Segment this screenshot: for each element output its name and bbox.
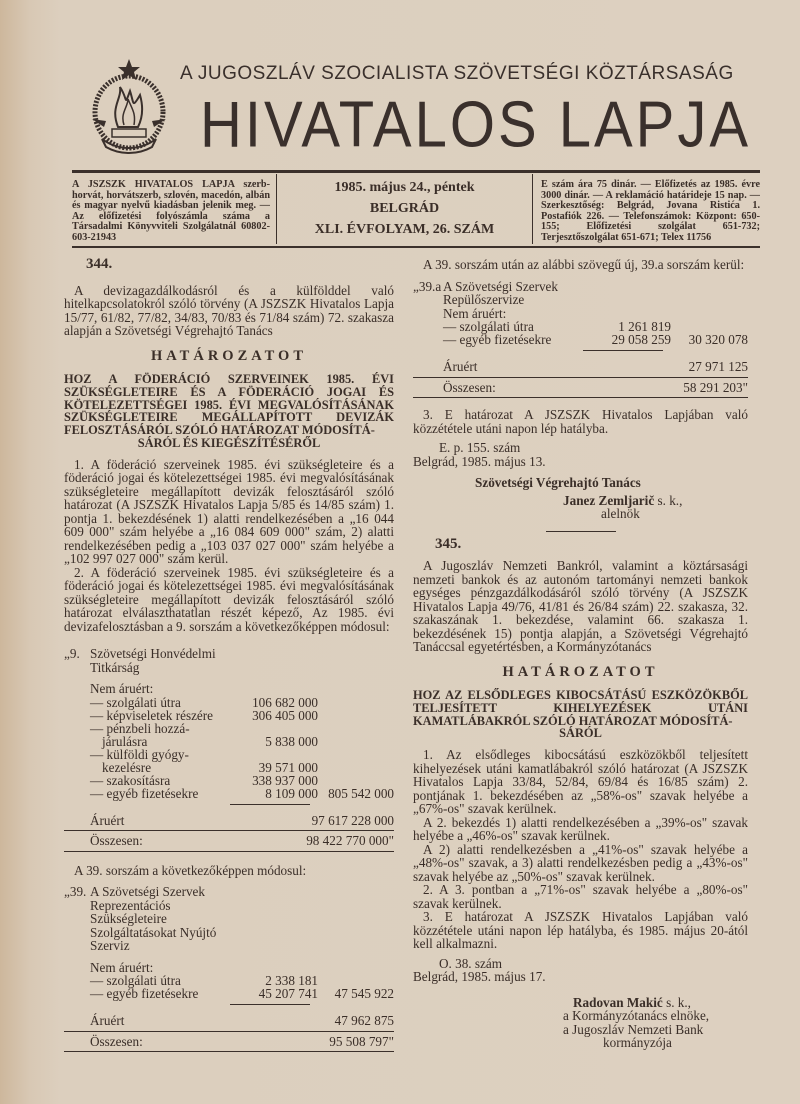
row-value: 1 261 819 <box>618 319 671 334</box>
paragraph-3: A 2) alatti rendelkezésben a „41%-os" szavak helyébe a „48%-os" szavak, a 3) alatti rendelkezésben pedig a „43%-os" szavak helyébe az „50%-os" szavak kerülnek. <box>413 841 748 884</box>
goods-label: Áruért <box>90 1013 125 1029</box>
row-value: 306 405 000 <box>252 707 318 723</box>
header-rule <box>72 246 760 248</box>
subtotal-rule <box>583 350 663 351</box>
state-emblem-icon <box>88 57 170 157</box>
goods-row <box>413 357 748 377</box>
item-number: „39. <box>64 884 87 900</box>
goods-row <box>64 811 394 831</box>
item-39a-title <box>413 280 748 307</box>
decision-subheading <box>64 373 394 450</box>
decision-heading: HATÁROZATOT <box>151 347 307 364</box>
subheading-text: HOZ AZ ELSŐDLEGES KIBOCSÁTÁSÚ ESZKÖZÖKBŐL TELJESÍTETT KIHELYEZÉSEK UTÁNI KAMATLÁBAKRÓL SZÓLÓ HATÁROZAT MÓDOSÍTÁ- <box>413 688 748 728</box>
row-label: — egyéb fizetésekre <box>443 332 552 347</box>
goods-value: 27 971 125 <box>688 359 748 374</box>
row-value: 5 838 000 <box>265 733 318 749</box>
row-label: — pénzbeli hozzá- <box>90 720 190 736</box>
preamble: A devizagazdálkodásról és a külfölddel való hitelkapcsolatokról szóló törvény (A JSZSZK Hivatalos Lapja 15/77, 61/82, 77/82, 34/83, 70/83 és 71/84 szám) 72. szakasza alapján a Szövetségi Végrehajtó Tanács <box>64 282 394 338</box>
total-label: Összesen: <box>443 379 496 395</box>
ledger-row <box>90 774 394 787</box>
signer-sk: s. k., <box>666 994 691 1010</box>
issue-details <box>277 174 533 244</box>
row-label: — szolgálati útra <box>443 319 534 334</box>
reference-number: E. p. 155. szám <box>439 440 521 455</box>
row-subtotal <box>318 735 394 748</box>
row-value: 29 058 259 <box>611 332 671 347</box>
total-rule <box>413 397 748 398</box>
row-label: kezelésre <box>102 759 152 775</box>
paper-title: HIVATALOS LAPJA <box>200 88 752 161</box>
item-number: „9. <box>64 646 80 662</box>
preamble: A Jugoszláv Nemzeti Bankról, valamint a köztársasági nemzeti bankok és az autonóm tartományi nemzeti bankok egységes pénzgazdálkodásáról szóló törvény (A JSZSZK Hivatalos Lapja 49/76, 41/81 és 26/84 szám) 22. szakasza, 32. szakaszának 1. bekezdése, valamint 66. szakasza 1. bekezdésének 15) pontja alapján, a Szövetségi Végrehajtó Tanáccsal egyetértésben, a Kormányzótanács <box>413 558 748 654</box>
signer-role: a Kormányzótanács elnöke, <box>563 1008 710 1024</box>
subtotal-rule <box>230 1004 310 1005</box>
paragraph-4: A 39. sorszám után az alábbi szövegű új, 39.a sorszám kerül: <box>423 257 745 272</box>
row-value <box>230 748 318 761</box>
row-subtotal <box>318 761 394 774</box>
total-value: 95 508 797" <box>329 1033 394 1049</box>
row-label: — képviseletek részére <box>90 707 214 723</box>
issue-info-band <box>72 174 760 244</box>
goods-value: 47 962 875 <box>334 1013 394 1029</box>
signature <box>563 494 748 521</box>
place-date: Belgrád, 1985. május 13. <box>413 453 546 469</box>
ledger-row <box>90 787 394 800</box>
item-9-block <box>64 647 394 852</box>
goods-label: Áruért <box>443 359 478 374</box>
total-label: Összesen: <box>90 833 143 849</box>
issue-volume: XLI. ÉVFOLYAM, 26. SZÁM <box>314 221 495 237</box>
paragraph-5: 3. E határozat A JSZSZK Hivatalos Lapjában való közzététele utáni napon lép hatályba, és 1985. május 20-ától kell alkalmazni. <box>413 909 748 952</box>
row-label: — szakosításra <box>90 772 171 788</box>
decision-heading: HATÁROZATOT <box>502 663 659 680</box>
signer-role: kormányzója <box>603 1035 672 1051</box>
ledger-row <box>90 722 394 735</box>
item-title-text: A Szövetségi Szervek Repülőszervize <box>443 278 558 307</box>
paragraph-5: 3. E határozat A JSZSZK Hivatalos Lapjában való közzététele utáni napon lép hatályba. <box>413 407 748 436</box>
ledger <box>443 307 748 347</box>
paragraph-2: 2. A föderáció szerveinek 1985. évi szükségleteire és a föderáció jogai és kötelezettségei 1985. évi megvalósításának szükségleteire megállapított devizák felosztásáról szóló határozat elválaszthatatlan részét képező, Az 1985. évi devizafelosztásban a 9. sorszám a következőképpen módosul: <box>64 564 394 634</box>
row-value: 338 937 000 <box>252 772 318 788</box>
masthead-rule <box>72 170 760 173</box>
row-subtotal <box>318 696 394 709</box>
signer-sk: s. k., <box>657 492 683 508</box>
row-value: 106 682 000 <box>252 694 318 710</box>
signature <box>563 996 748 1050</box>
goods-value: 97 617 228 000 <box>311 812 394 828</box>
row-label: — külföldi gyógy- <box>90 746 189 762</box>
row-value: 8 109 000 <box>265 785 318 801</box>
ledger <box>90 961 394 1001</box>
row-label: — szolgálati útra <box>90 694 181 710</box>
item-title-text: A Szövetségi Szervek Reprezentációs Szükségleteire Szolgáltatásokat Nyújtó Szerviz <box>90 884 217 954</box>
paragraph-4: 2. A 3. pontban a „71%-os" szavak helyébe a „80%-os" szavak kerülnek. <box>413 882 748 911</box>
total-rule <box>64 851 394 852</box>
row-label: — egyéb fizetésekre <box>90 986 199 1002</box>
non-goods-label: Nem áruért: <box>443 305 507 321</box>
paragraph-1: 1. A föderáció szerveinek 1985. évi szükségleteire és a föderáció jogai és kötelezettségei 1985. évi megvalósításának szükségleteire megállapított devizák felosztásáról szóló határozat (A JSZSZK Hivatalos Lapja 5/85 és 14/85 szám) 1. pontja 1. bekezdésének 1) alatti rendelkezésében a „16 044 609 000" szám helyébe a „16 084 609 000" szám, 2) alatti rendelkezésében pedig a „103 037 027 000" szám helyébe a „102 997 027 000" szám kerül. <box>64 456 394 567</box>
non-goods-label: Nem áruért: <box>90 959 154 975</box>
signer-role: alelnök <box>601 506 640 521</box>
paragraph-3: A 39. sorszám a következőképpen módosul: <box>74 862 307 878</box>
total-row <box>64 1032 394 1052</box>
total-rule <box>64 1051 394 1052</box>
document-number: 345. <box>435 535 462 552</box>
item-39a-block <box>413 280 748 399</box>
reference-number: O. 38. szám <box>439 955 502 971</box>
masthead <box>60 55 760 165</box>
place-date: Belgrád, 1985. május 17. <box>413 969 546 985</box>
non-goods-label: Nem áruért: <box>90 681 154 697</box>
row-subtotal: 30 320 078 <box>688 332 748 347</box>
total-row <box>413 378 748 398</box>
signer-name: Radovan Makić <box>573 994 663 1010</box>
ledger-row <box>90 735 394 748</box>
row-subtotal <box>318 722 394 735</box>
item-39-block <box>64 885 394 1052</box>
row-subtotal <box>318 709 394 722</box>
issuing-body: Szövetségi Végrehajtó Tanács <box>475 475 641 490</box>
total-row <box>64 831 394 851</box>
row-label: járulásra <box>102 733 148 749</box>
left-column <box>64 258 394 1052</box>
price-contact-info: E szám ára 75 dinár. — Előfizetés az 1985. évre 3000 dinár. — A reklamáció határideje 15 nap. — Szerkesztőség: Belgrád, Jovana Ristića 1. Postafiók 226. — Telefonszámok: Központ: 650-155; Előfizetési szolgálat 651-732; Terjesztőszolgálat 651-671; Telex 11756 <box>541 179 760 243</box>
goods-label: Áruért <box>90 812 125 828</box>
section-divider <box>546 531 616 532</box>
signer-name: Janez Zemljarič <box>563 492 655 508</box>
item-39-title <box>64 885 394 953</box>
right-column <box>413 258 748 1050</box>
row-label: — egyéb fizetésekre <box>90 785 199 801</box>
row-subtotal: 47 545 922 <box>334 986 394 1002</box>
item-number: „39.a <box>413 278 442 294</box>
row-label: — szolgálati útra <box>90 973 181 989</box>
subtotal-rule <box>230 804 310 805</box>
issue-place: BELGRÁD <box>369 200 440 216</box>
goods-row <box>64 1011 394 1031</box>
item-9-title <box>64 647 394 674</box>
document-number: 344. <box>86 256 113 272</box>
publication-info: A JSZSZK HIVATALOS LAPJA szerb-horvát, horvátszerb, szlovén, macedón, albán és magyar nyelvű kiadásban jelenik meg. — Az előfizetési folyószámla száma a Társadalmi Könyvviteli Szolgálatnál 60802-603-21943 <box>72 174 277 244</box>
paragraph-1: 1. Az elsődleges kibocsátású eszközökből teljesített kihelyezések utáni kamatlábakról szóló határozat (A JSZSZK Hivatalos Lapja 33/84, 52/84, 69/84 és 16/85 szám) 2. pontjának 1. bekezdésében az „58%-os" szavak helyébe a „67%-os" szavak kerülnek. <box>413 747 748 817</box>
ledger <box>90 682 394 800</box>
row-value: 39 571 000 <box>258 759 318 775</box>
subheading-text: HOZ A FÖDERÁCIÓ SZERVEINEK 1985. ÉVI SZÜKSÉGLETEIRE ÉS A FÖDERÁCIÓ JOGAI ÉS KÖTELEZETTSÉGEI 1985. ÉVI MEGVALÓSÍTÁSÁNAK SZÜKSÉGLETEIRE MEGÁLLAPÍTOTT DEVIZÁK FELOSZTÁSÁRÓL SZÓLÓ HATÁROZAT MÓDOSÍTÁ- <box>64 372 394 438</box>
row-subtotal <box>318 774 394 787</box>
ledger-row <box>90 709 394 722</box>
ledger-row <box>90 748 394 761</box>
republic-name: A JUGOSZLÁV SZOCIALISTA SZÖVETSÉGI KÖZTÁRSASÁG <box>180 63 734 84</box>
issue-date: 1985. május 24., péntek <box>334 180 475 196</box>
total-label: Összesen: <box>90 1033 143 1049</box>
item-title-text: Szövetségi Honvédelmi Titkárság <box>90 646 216 675</box>
paragraph-2: A 2. bekezdés 1) alatti rendelkezésében a „39%-os" szavak helyébe a „46%-os" szavak kerülnek. <box>413 814 748 844</box>
subheading-last-line: SÁRÓL ÉS KIEGÉSZÍTÉSÉRŐL <box>137 435 321 450</box>
row-value: 2 338 181 <box>265 973 318 989</box>
signer-role: a Jugoszláv Nemzeti Bank <box>563 1021 704 1037</box>
row-subtotal: 805 542 000 <box>328 785 394 801</box>
total-value: 98 422 770 000" <box>306 833 394 849</box>
row-value: 45 207 741 <box>258 986 318 1002</box>
subheading-last-line: SÁRÓL <box>559 726 602 741</box>
ledger-row <box>90 696 394 709</box>
row-subtotal <box>318 748 394 761</box>
ledger-row <box>443 333 748 346</box>
ledger-row <box>90 761 394 774</box>
total-value: 58 291 203" <box>683 379 748 395</box>
decision-subheading <box>413 689 748 740</box>
ledger-row <box>90 987 394 1000</box>
row-value <box>230 722 318 735</box>
